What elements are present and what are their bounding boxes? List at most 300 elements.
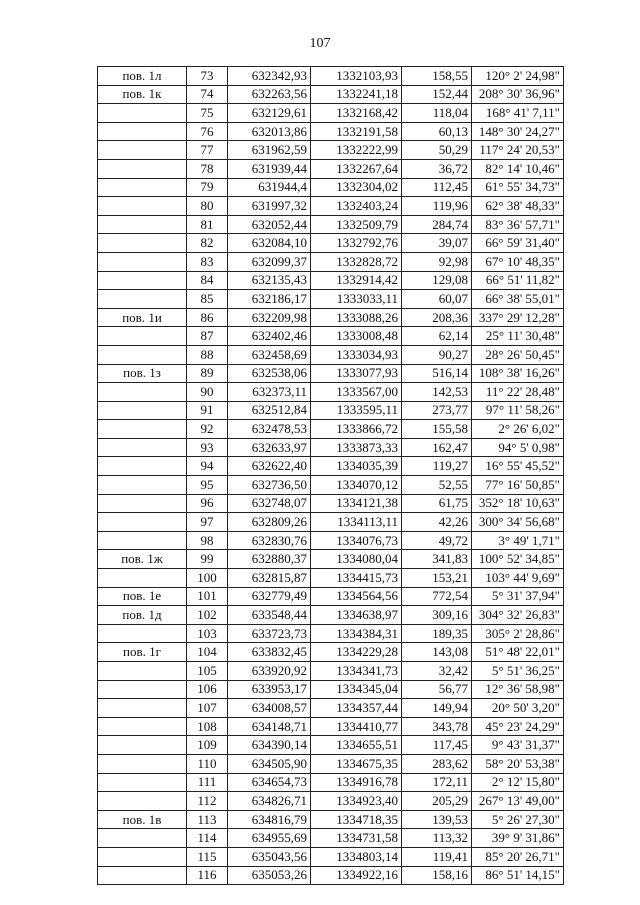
x-coordinate-cell: 633953,17 bbox=[228, 680, 311, 699]
bearing-cell: 97° 11' 58,26" bbox=[472, 401, 564, 420]
distance-cell: 284,74 bbox=[402, 215, 472, 234]
distance-cell: 90,27 bbox=[402, 345, 472, 364]
distance-cell: 516,14 bbox=[402, 364, 472, 383]
y-coordinate-cell: 1333873,33 bbox=[311, 438, 402, 457]
x-coordinate-cell: 631997,32 bbox=[228, 197, 311, 216]
x-coordinate-cell: 632342,93 bbox=[228, 67, 311, 86]
distance-cell: 56,77 bbox=[402, 680, 472, 699]
turn-label-cell bbox=[98, 829, 187, 848]
bearing-cell: 305° 2' 28,86" bbox=[472, 624, 564, 643]
turn-label-cell bbox=[98, 476, 187, 495]
turn-label-cell: пов. 1д bbox=[98, 606, 187, 625]
y-coordinate-cell: 1334922,16 bbox=[311, 866, 402, 885]
table-row bbox=[98, 122, 564, 141]
x-coordinate-cell: 632013,86 bbox=[228, 122, 311, 141]
y-coordinate-cell: 1332509,79 bbox=[311, 215, 402, 234]
bearing-cell: 12° 36' 58,98" bbox=[472, 680, 564, 699]
turn-label-cell bbox=[98, 866, 187, 885]
y-coordinate-cell: 1333034,93 bbox=[311, 345, 402, 364]
y-coordinate-cell: 1332914,42 bbox=[311, 271, 402, 290]
y-coordinate-cell: 1333595,11 bbox=[311, 401, 402, 420]
y-coordinate-cell: 1334638,97 bbox=[311, 606, 402, 625]
x-coordinate-cell: 633832,45 bbox=[228, 643, 311, 662]
y-coordinate-cell: 1334113,11 bbox=[311, 513, 402, 532]
turn-label-cell bbox=[98, 197, 187, 216]
distance-cell: 155,58 bbox=[402, 420, 472, 439]
table-row bbox=[98, 420, 564, 439]
x-coordinate-cell: 631939,44 bbox=[228, 159, 311, 178]
point-number-cell: 104 bbox=[187, 643, 228, 662]
bearing-cell: 103° 44' 9,69" bbox=[472, 569, 564, 588]
bearing-cell: 67° 10' 48,35" bbox=[472, 252, 564, 271]
table-row bbox=[98, 438, 564, 457]
x-coordinate-cell: 632402,46 bbox=[228, 327, 311, 346]
turn-label-cell bbox=[98, 141, 187, 160]
x-coordinate-cell: 632512,84 bbox=[228, 401, 311, 420]
point-number-cell: 90 bbox=[187, 383, 228, 402]
turn-label-cell: пов. 1и bbox=[98, 308, 187, 327]
turn-label-cell bbox=[98, 624, 187, 643]
x-coordinate-cell: 632099,37 bbox=[228, 252, 311, 271]
x-coordinate-cell: 632633,97 bbox=[228, 438, 311, 457]
table-row bbox=[98, 513, 564, 532]
turn-label-cell bbox=[98, 401, 187, 420]
x-coordinate-cell: 632880,37 bbox=[228, 550, 311, 569]
table-row bbox=[98, 383, 564, 402]
bearing-cell: 120° 2' 24,98" bbox=[472, 67, 564, 86]
table-row bbox=[98, 234, 564, 253]
bearing-cell: 5° 31' 37,94" bbox=[472, 587, 564, 606]
y-coordinate-cell: 1334675,35 bbox=[311, 754, 402, 773]
turn-label-cell bbox=[98, 178, 187, 197]
point-number-cell: 75 bbox=[187, 104, 228, 123]
y-coordinate-cell: 1333567,00 bbox=[311, 383, 402, 402]
distance-cell: 39,07 bbox=[402, 234, 472, 253]
y-coordinate-cell: 1334803,14 bbox=[311, 847, 402, 866]
y-coordinate-cell: 1334080,04 bbox=[311, 550, 402, 569]
table-row bbox=[98, 178, 564, 197]
table-row bbox=[98, 624, 564, 643]
point-number-cell: 76 bbox=[187, 122, 228, 141]
turn-label-cell bbox=[98, 104, 187, 123]
x-coordinate-cell: 632538,06 bbox=[228, 364, 311, 383]
turn-label-cell bbox=[98, 569, 187, 588]
point-number-cell: 114 bbox=[187, 829, 228, 848]
turn-label-cell: пов. 1г bbox=[98, 643, 187, 662]
turn-label-cell bbox=[98, 680, 187, 699]
x-coordinate-cell: 632622,40 bbox=[228, 457, 311, 476]
point-number-cell: 105 bbox=[187, 662, 228, 681]
point-number-cell: 110 bbox=[187, 754, 228, 773]
distance-cell: 273,77 bbox=[402, 401, 472, 420]
bearing-cell: 66° 59' 31,40" bbox=[472, 234, 564, 253]
y-coordinate-cell: 1332304,02 bbox=[311, 178, 402, 197]
y-coordinate-cell: 1332792,76 bbox=[311, 234, 402, 253]
y-coordinate-cell: 1332828,72 bbox=[311, 252, 402, 271]
x-coordinate-cell: 632052,44 bbox=[228, 215, 311, 234]
x-coordinate-cell: 634816,79 bbox=[228, 810, 311, 829]
bearing-cell: 5° 26' 27,30" bbox=[472, 810, 564, 829]
distance-cell: 205,29 bbox=[402, 792, 472, 811]
turn-label-cell bbox=[98, 457, 187, 476]
turn-label-cell bbox=[98, 438, 187, 457]
table-row bbox=[98, 476, 564, 495]
table-row bbox=[98, 643, 564, 662]
y-coordinate-cell: 1334415,73 bbox=[311, 569, 402, 588]
x-coordinate-cell: 632373,11 bbox=[228, 383, 311, 402]
bearing-cell: 11° 22' 28,48" bbox=[472, 383, 564, 402]
distance-cell: 158,16 bbox=[402, 866, 472, 885]
point-number-cell: 87 bbox=[187, 327, 228, 346]
turn-label-cell: пов. 1ж bbox=[98, 550, 187, 569]
x-coordinate-cell: 631944,4 bbox=[228, 178, 311, 197]
y-coordinate-cell: 1334655,51 bbox=[311, 736, 402, 755]
point-number-cell: 100 bbox=[187, 569, 228, 588]
bearing-cell: 108° 38' 16,26" bbox=[472, 364, 564, 383]
distance-cell: 153,21 bbox=[402, 569, 472, 588]
bearing-cell: 51° 48' 22,01" bbox=[472, 643, 564, 662]
bearing-cell: 2° 26' 6,02" bbox=[472, 420, 564, 439]
distance-cell: 118,04 bbox=[402, 104, 472, 123]
point-number-cell: 73 bbox=[187, 67, 228, 86]
x-coordinate-cell: 634826,71 bbox=[228, 792, 311, 811]
point-number-cell: 112 bbox=[187, 792, 228, 811]
turn-label-cell bbox=[98, 215, 187, 234]
distance-cell: 119,41 bbox=[402, 847, 472, 866]
point-number-cell: 101 bbox=[187, 587, 228, 606]
distance-cell: 283,62 bbox=[402, 754, 472, 773]
x-coordinate-cell: 633723,73 bbox=[228, 624, 311, 643]
table-row bbox=[98, 457, 564, 476]
bearing-cell: 83° 36' 57,71" bbox=[472, 215, 564, 234]
turn-label-cell: пов. 1к bbox=[98, 85, 187, 104]
turn-label-cell bbox=[98, 662, 187, 681]
point-number-cell: 77 bbox=[187, 141, 228, 160]
turn-label-cell bbox=[98, 754, 187, 773]
y-coordinate-cell: 1334345,04 bbox=[311, 680, 402, 699]
coordinates-table-body bbox=[98, 67, 564, 885]
turn-label-cell bbox=[98, 531, 187, 550]
distance-cell: 149,94 bbox=[402, 699, 472, 718]
distance-cell: 158,55 bbox=[402, 67, 472, 86]
point-number-cell: 86 bbox=[187, 308, 228, 327]
x-coordinate-cell: 632209,98 bbox=[228, 308, 311, 327]
bearing-cell: 45° 23' 24,29" bbox=[472, 717, 564, 736]
x-coordinate-cell: 632135,43 bbox=[228, 271, 311, 290]
page-number: 107 bbox=[309, 36, 331, 51]
point-number-cell: 116 bbox=[187, 866, 228, 885]
bearing-cell: 66° 38' 55,01" bbox=[472, 290, 564, 309]
distance-cell: 129,08 bbox=[402, 271, 472, 290]
distance-cell: 152,44 bbox=[402, 85, 472, 104]
y-coordinate-cell: 1332191,58 bbox=[311, 122, 402, 141]
x-coordinate-cell: 632779,49 bbox=[228, 587, 311, 606]
point-number-cell: 83 bbox=[187, 252, 228, 271]
x-coordinate-cell: 632736,50 bbox=[228, 476, 311, 495]
table-row bbox=[98, 550, 564, 569]
bearing-cell: 267° 13' 49,00" bbox=[472, 792, 564, 811]
distance-cell: 143,08 bbox=[402, 643, 472, 662]
x-coordinate-cell: 632458,69 bbox=[228, 345, 311, 364]
bearing-cell: 100° 52' 34,85" bbox=[472, 550, 564, 569]
point-number-cell: 108 bbox=[187, 717, 228, 736]
turn-label-cell bbox=[98, 327, 187, 346]
bearing-cell: 62° 38' 48,33" bbox=[472, 197, 564, 216]
bearing-cell: 20° 50' 3,20" bbox=[472, 699, 564, 718]
point-number-cell: 79 bbox=[187, 178, 228, 197]
distance-cell: 113,32 bbox=[402, 829, 472, 848]
point-number-cell: 93 bbox=[187, 438, 228, 457]
turn-label-cell bbox=[98, 494, 187, 513]
bearing-cell: 9° 43' 31,37" bbox=[472, 736, 564, 755]
bearing-cell: 86° 51' 14,15" bbox=[472, 866, 564, 885]
distance-cell: 60,07 bbox=[402, 290, 472, 309]
table-row bbox=[98, 104, 564, 123]
x-coordinate-cell: 632830,76 bbox=[228, 531, 311, 550]
distance-cell: 162,47 bbox=[402, 438, 472, 457]
bearing-cell: 208° 30' 36,96" bbox=[472, 85, 564, 104]
point-number-cell: 95 bbox=[187, 476, 228, 495]
table-row bbox=[98, 717, 564, 736]
distance-cell: 61,75 bbox=[402, 494, 472, 513]
table-row bbox=[98, 197, 564, 216]
x-coordinate-cell: 634955,69 bbox=[228, 829, 311, 848]
point-number-cell: 78 bbox=[187, 159, 228, 178]
point-number-cell: 107 bbox=[187, 699, 228, 718]
distance-cell: 309,16 bbox=[402, 606, 472, 625]
bearing-cell: 85° 20' 26,71" bbox=[472, 847, 564, 866]
y-coordinate-cell: 1334229,28 bbox=[311, 643, 402, 662]
distance-cell: 119,27 bbox=[402, 457, 472, 476]
point-number-cell: 111 bbox=[187, 773, 228, 792]
turn-label-cell bbox=[98, 717, 187, 736]
bearing-cell: 58° 20' 53,38" bbox=[472, 754, 564, 773]
x-coordinate-cell: 632478,53 bbox=[228, 420, 311, 439]
x-coordinate-cell: 634505,90 bbox=[228, 754, 311, 773]
table-row bbox=[98, 699, 564, 718]
y-coordinate-cell: 1334341,73 bbox=[311, 662, 402, 681]
table-row bbox=[98, 680, 564, 699]
x-coordinate-cell: 633920,92 bbox=[228, 662, 311, 681]
bearing-cell: 300° 34' 56,68" bbox=[472, 513, 564, 532]
turn-label-cell bbox=[98, 847, 187, 866]
turn-label-cell: пов. 1з bbox=[98, 364, 187, 383]
bearing-cell: 5° 51' 36,25" bbox=[472, 662, 564, 681]
table-row bbox=[98, 569, 564, 588]
y-coordinate-cell: 1334718,35 bbox=[311, 810, 402, 829]
y-coordinate-cell: 1332267,64 bbox=[311, 159, 402, 178]
table-row bbox=[98, 606, 564, 625]
table-row bbox=[98, 754, 564, 773]
distance-cell: 142,53 bbox=[402, 383, 472, 402]
turn-label-cell bbox=[98, 345, 187, 364]
bearing-cell: 82° 14' 10,46" bbox=[472, 159, 564, 178]
distance-cell: 49,72 bbox=[402, 531, 472, 550]
table-row bbox=[98, 141, 564, 160]
distance-cell: 92,98 bbox=[402, 252, 472, 271]
x-coordinate-cell: 634148,71 bbox=[228, 717, 311, 736]
table-row bbox=[98, 531, 564, 550]
bearing-cell: 25° 11' 30,48" bbox=[472, 327, 564, 346]
point-number-cell: 80 bbox=[187, 197, 228, 216]
distance-cell: 36,72 bbox=[402, 159, 472, 178]
table-row bbox=[98, 67, 564, 86]
turn-label-cell bbox=[98, 159, 187, 178]
bearing-cell: 39° 9' 31,86" bbox=[472, 829, 564, 848]
table-row bbox=[98, 345, 564, 364]
x-coordinate-cell: 632186,17 bbox=[228, 290, 311, 309]
distance-cell: 62,14 bbox=[402, 327, 472, 346]
turn-label-cell: пов. 1е bbox=[98, 587, 187, 606]
turn-label-cell bbox=[98, 773, 187, 792]
table-row bbox=[98, 866, 564, 885]
table-row bbox=[98, 829, 564, 848]
y-coordinate-cell: 1334916,78 bbox=[311, 773, 402, 792]
distance-cell: 208,36 bbox=[402, 308, 472, 327]
turn-label-cell bbox=[98, 699, 187, 718]
turn-label-cell bbox=[98, 234, 187, 253]
coordinates-table bbox=[97, 66, 564, 885]
point-number-cell: 98 bbox=[187, 531, 228, 550]
distance-cell: 772,54 bbox=[402, 587, 472, 606]
distance-cell: 42,26 bbox=[402, 513, 472, 532]
y-coordinate-cell: 1334357,44 bbox=[311, 699, 402, 718]
turn-label-cell bbox=[98, 736, 187, 755]
x-coordinate-cell: 634654,73 bbox=[228, 773, 311, 792]
bearing-cell: 94° 5' 0,98" bbox=[472, 438, 564, 457]
bearing-cell: 148° 30' 24,27" bbox=[472, 122, 564, 141]
bearing-cell: 28° 26' 50,45" bbox=[472, 345, 564, 364]
turn-label-cell bbox=[98, 271, 187, 290]
distance-cell: 189,35 bbox=[402, 624, 472, 643]
point-number-cell: 96 bbox=[187, 494, 228, 513]
table-row bbox=[98, 271, 564, 290]
table-row bbox=[98, 85, 564, 104]
distance-cell: 117,45 bbox=[402, 736, 472, 755]
y-coordinate-cell: 1332222,99 bbox=[311, 141, 402, 160]
distance-cell: 112,45 bbox=[402, 178, 472, 197]
y-coordinate-cell: 1333008,48 bbox=[311, 327, 402, 346]
x-coordinate-cell: 633548,44 bbox=[228, 606, 311, 625]
point-number-cell: 91 bbox=[187, 401, 228, 420]
distance-cell: 32,42 bbox=[402, 662, 472, 681]
y-coordinate-cell: 1333088,26 bbox=[311, 308, 402, 327]
distance-cell: 119,96 bbox=[402, 197, 472, 216]
table-row bbox=[98, 290, 564, 309]
point-number-cell: 89 bbox=[187, 364, 228, 383]
table-row bbox=[98, 364, 564, 383]
distance-cell: 172,11 bbox=[402, 773, 472, 792]
table-row bbox=[98, 327, 564, 346]
bearing-cell: 61° 55' 34,73" bbox=[472, 178, 564, 197]
table-row bbox=[98, 810, 564, 829]
point-number-cell: 97 bbox=[187, 513, 228, 532]
table-row bbox=[98, 494, 564, 513]
distance-cell: 50,29 bbox=[402, 141, 472, 160]
bearing-cell: 337° 29' 12,28" bbox=[472, 308, 564, 327]
y-coordinate-cell: 1332103,93 bbox=[311, 67, 402, 86]
point-number-cell: 84 bbox=[187, 271, 228, 290]
bearing-cell: 3° 49' 1,71" bbox=[472, 531, 564, 550]
point-number-cell: 113 bbox=[187, 810, 228, 829]
distance-cell: 60,13 bbox=[402, 122, 472, 141]
x-coordinate-cell: 631962,59 bbox=[228, 141, 311, 160]
point-number-cell: 109 bbox=[187, 736, 228, 755]
table-row bbox=[98, 587, 564, 606]
y-coordinate-cell: 1334923,40 bbox=[311, 792, 402, 811]
y-coordinate-cell: 1332168,42 bbox=[311, 104, 402, 123]
bearing-cell: 352° 18' 10,63" bbox=[472, 494, 564, 513]
bearing-cell: 168° 41' 7,11" bbox=[472, 104, 564, 123]
bearing-cell: 66° 51' 11,82" bbox=[472, 271, 564, 290]
bearing-cell: 16° 55' 45,52" bbox=[472, 457, 564, 476]
distance-cell: 341,83 bbox=[402, 550, 472, 569]
y-coordinate-cell: 1334121,38 bbox=[311, 494, 402, 513]
point-number-cell: 82 bbox=[187, 234, 228, 253]
x-coordinate-cell: 632129,61 bbox=[228, 104, 311, 123]
distance-cell: 343,78 bbox=[402, 717, 472, 736]
point-number-cell: 103 bbox=[187, 624, 228, 643]
table-row bbox=[98, 847, 564, 866]
point-number-cell: 81 bbox=[187, 215, 228, 234]
y-coordinate-cell: 1332241,18 bbox=[311, 85, 402, 104]
turn-label-cell bbox=[98, 290, 187, 309]
x-coordinate-cell: 634008,57 bbox=[228, 699, 311, 718]
turn-label-cell bbox=[98, 252, 187, 271]
y-coordinate-cell: 1334070,12 bbox=[311, 476, 402, 495]
y-coordinate-cell: 1334076,73 bbox=[311, 531, 402, 550]
turn-label-cell bbox=[98, 792, 187, 811]
bearing-cell: 117° 24' 20,53" bbox=[472, 141, 564, 160]
x-coordinate-cell: 632263,56 bbox=[228, 85, 311, 104]
point-number-cell: 99 bbox=[187, 550, 228, 569]
turn-label-cell: пов. 1в bbox=[98, 810, 187, 829]
y-coordinate-cell: 1332403,24 bbox=[311, 197, 402, 216]
point-number-cell: 85 bbox=[187, 290, 228, 309]
x-coordinate-cell: 632748,07 bbox=[228, 494, 311, 513]
table-row bbox=[98, 773, 564, 792]
y-coordinate-cell: 1333033,11 bbox=[311, 290, 402, 309]
bearing-cell: 2° 12' 15,80" bbox=[472, 773, 564, 792]
table-row bbox=[98, 215, 564, 234]
bearing-cell: 304° 32' 26,83" bbox=[472, 606, 564, 625]
turn-label-cell bbox=[98, 383, 187, 402]
point-number-cell: 102 bbox=[187, 606, 228, 625]
x-coordinate-cell: 635043,56 bbox=[228, 847, 311, 866]
point-number-cell: 92 bbox=[187, 420, 228, 439]
point-number-cell: 88 bbox=[187, 345, 228, 364]
point-number-cell: 74 bbox=[187, 85, 228, 104]
point-number-cell: 106 bbox=[187, 680, 228, 699]
y-coordinate-cell: 1333866,72 bbox=[311, 420, 402, 439]
distance-cell: 52,55 bbox=[402, 476, 472, 495]
table-row bbox=[98, 792, 564, 811]
turn-label-cell: пов. 1л bbox=[98, 67, 187, 86]
y-coordinate-cell: 1334384,31 bbox=[311, 624, 402, 643]
table-row bbox=[98, 159, 564, 178]
turn-label-cell bbox=[98, 513, 187, 532]
table-row bbox=[98, 252, 564, 271]
y-coordinate-cell: 1334564,56 bbox=[311, 587, 402, 606]
point-number-cell: 115 bbox=[187, 847, 228, 866]
x-coordinate-cell: 634390,14 bbox=[228, 736, 311, 755]
x-coordinate-cell: 632809,26 bbox=[228, 513, 311, 532]
table-row bbox=[98, 308, 564, 327]
y-coordinate-cell: 1333077,93 bbox=[311, 364, 402, 383]
y-coordinate-cell: 1334731,58 bbox=[311, 829, 402, 848]
table-row bbox=[98, 662, 564, 681]
point-number-cell: 94 bbox=[187, 457, 228, 476]
